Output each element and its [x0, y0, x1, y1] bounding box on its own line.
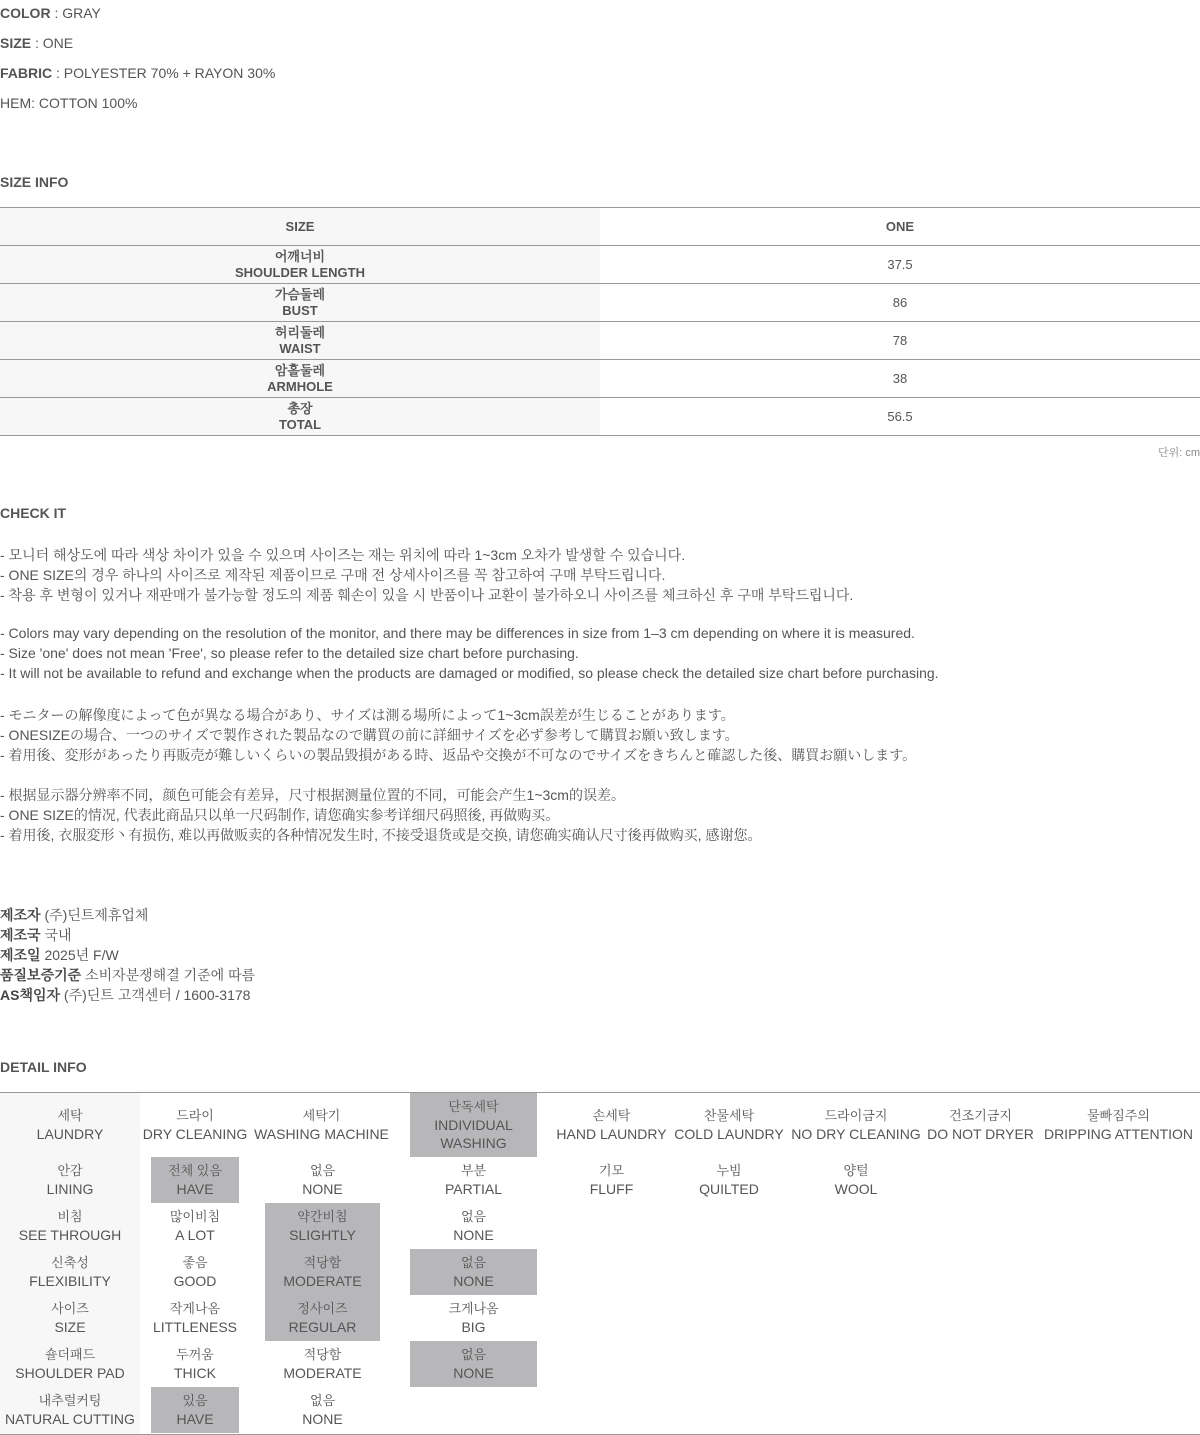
option-lining-have [151, 1157, 239, 1203]
label-ko: 사이즈 [51, 1301, 89, 1316]
option-en: PARTIAL [444, 1181, 503, 1197]
option-shoulder-pad-thick [151, 1341, 239, 1387]
info-label: 제조국 [0, 927, 41, 943]
option-en: NONE [453, 1273, 494, 1289]
option-shoulder-pad-none [410, 1341, 537, 1387]
label-en: SHOULDER PAD [15, 1365, 125, 1381]
option-ko: 없음 [460, 1255, 487, 1270]
check-line: - It will not be available to refund and exchange when the products are damaged or modified, so please check the detailed size chart before purchasing. [0, 665, 939, 681]
table-row [0, 398, 1200, 436]
option-size-littleness [151, 1295, 239, 1341]
option-ko: 작게나옴 [169, 1301, 221, 1316]
option-ko: 양털 [843, 1163, 869, 1178]
option-en: NONE [302, 1181, 343, 1197]
option-en: MODERATE [283, 1365, 362, 1381]
size-label-ko: 어깨너비 [274, 248, 326, 264]
size-label-ko: 가슴둘레 [274, 286, 326, 302]
option-cold-laundry [673, 1093, 785, 1157]
option-lining-none [265, 1157, 380, 1203]
label-ko: 세탁 [57, 1108, 83, 1123]
size-row-label [0, 360, 600, 397]
row-label-natural-cutting [0, 1387, 140, 1433]
option-ko: 없음 [460, 1209, 487, 1224]
option-ko: 없음 [309, 1163, 336, 1178]
info-value: (주)딘트 고객센터 / 1600-3178 [60, 987, 251, 1003]
option-ko: 기모 [598, 1163, 625, 1178]
option-ko: 누빔 [716, 1163, 742, 1178]
info-label: 제조일 [0, 947, 41, 963]
option-en: THICK [174, 1365, 216, 1381]
size-row-value: 86 [892, 295, 908, 310]
option-natural-cutting-have [151, 1387, 239, 1433]
option-size-regular [265, 1295, 380, 1341]
spec-fabric [0, 65, 275, 81]
table-row [0, 284, 1200, 322]
option-shoulder-pad-moderate [265, 1341, 380, 1387]
option-en: A LOT [175, 1227, 215, 1243]
option-ko: 적당함 [303, 1255, 342, 1270]
option-see-through-none [410, 1203, 537, 1249]
size-row-label [0, 398, 600, 435]
option-ko: 물빠짐주의 [1087, 1108, 1150, 1123]
option-ko: 없음 [309, 1393, 336, 1408]
option-en: REGULAR [288, 1319, 357, 1335]
option-en: GOOD [173, 1273, 217, 1289]
option-en: DO NOT DRYER [927, 1126, 1034, 1142]
size-header-value: ONE [885, 219, 915, 234]
info-value: 소비자분쟁해결 기준에 따름 [81, 967, 256, 983]
option-ko: 있음 [182, 1393, 208, 1408]
detail-grid [0, 1092, 1200, 1435]
option-dry-cleaning [140, 1093, 250, 1157]
check-line: - 着用後, 衣服変形丶有损伤, 难以再做贩卖的各种情况发生时, 不接受退货或是交换, 请您确实确认尺寸後再做购买, 感谢您。 [0, 827, 762, 843]
option-en: INDIVIDUAL WASHING [434, 1117, 513, 1151]
size-row-label [0, 246, 600, 283]
table-row [0, 360, 1200, 398]
option-hand-laundry [550, 1093, 673, 1157]
option-ko: 크게나옴 [448, 1301, 499, 1316]
spec-color [0, 5, 101, 21]
option-ko: 찬물세탁 [703, 1108, 755, 1123]
check-line: - Colors may vary depending on the resolution of the monitor, and there may be differences in size from 1–3 cm depending on where it is measured. [0, 625, 915, 641]
option-lining-fluff [550, 1157, 673, 1203]
option-ko: 없음 [460, 1347, 487, 1362]
option-lining-wool [788, 1157, 924, 1203]
row-label-shoulder-pad [0, 1341, 140, 1387]
info-value: (주)딘트제휴업체 [40, 907, 149, 923]
option-en: WOOL [834, 1181, 878, 1197]
check-line: - ONESIZEの場合、一つのサイズで製作された製品なので購買の前に詳細サイズを必ず参考して購買お願い致します。 [0, 727, 739, 743]
row-label-size [0, 1295, 140, 1341]
check-line: - 根据显示器分辨率不同，颜色可能会有差异，尺寸根据测量位置的不同，可能会产生1~3cm的误差。 [0, 787, 625, 803]
row-label-flexibility [0, 1249, 140, 1295]
check-it-title: CHECK IT [0, 505, 67, 521]
label-en: SEE THROUGH [18, 1227, 122, 1243]
option-ko: 정사이즈 [297, 1301, 348, 1316]
size-label-en: BUST [282, 302, 318, 318]
info-value: 국내 [40, 927, 72, 943]
check-line: - ONE SIZE的情况, 代表此商品只以单一尺码制作, 请您确实参考详细尺码照後, 再做购买。 [0, 807, 560, 823]
option-ko: 많이비침 [169, 1209, 221, 1224]
option-ko: 드라이금지 [824, 1108, 888, 1123]
detail-info-title: DETAIL INFO [0, 1059, 87, 1075]
option-size-big [410, 1295, 537, 1341]
option-en: NONE [453, 1365, 494, 1381]
option-en: QUILTED [699, 1181, 759, 1197]
option-see-through-a-lot [151, 1203, 239, 1249]
size-info-title: SIZE INFO [0, 174, 69, 190]
option-en: NONE [453, 1227, 494, 1243]
option-ko: 건조기금지 [949, 1108, 1012, 1123]
option-ko: 손세탁 [592, 1108, 631, 1123]
row-label-see-through [0, 1203, 140, 1249]
spec-color-label: COLOR [0, 5, 51, 21]
info-label: 품질보증기준 [0, 967, 82, 983]
info-as [0, 985, 250, 1005]
option-en: DRY CLEANING [142, 1126, 248, 1142]
option-washing-machine [250, 1093, 393, 1157]
option-ko: 드라이 [176, 1108, 214, 1123]
option-ko: 적당함 [303, 1347, 342, 1362]
unit-note: 단위: cm [1157, 447, 1200, 459]
option-ko: 약간비침 [297, 1209, 348, 1224]
option-en: FLUFF [589, 1181, 634, 1197]
label-ko: 비침 [57, 1209, 83, 1224]
spec-color-value: : GRAY [50, 5, 101, 21]
option-en: NO DRY CLEANING [791, 1126, 921, 1142]
label-ko: 신축성 [51, 1255, 89, 1270]
info-date [0, 945, 119, 965]
size-row-value: 78 [892, 333, 908, 348]
size-header-label: SIZE [0, 208, 600, 245]
option-lining-partial [410, 1157, 537, 1203]
spec-fabric-label: FABRIC [0, 65, 53, 81]
check-line: - ONE SIZE의 경우 하나의 사이즈로 제작된 제품이므로 구매 전 상세사이즈를 꼭 참고하여 구매 부탁드립니다. [0, 567, 666, 583]
spec-hem: HEM: COTTON 100% [0, 95, 138, 111]
option-en: MODERATE [283, 1273, 362, 1289]
option-individual-washing [410, 1093, 537, 1157]
option-en: DRIPPING ATTENTION [1043, 1126, 1194, 1142]
option-no-dry-cleaning [788, 1093, 924, 1157]
option-ko: 단독세탁 [448, 1099, 499, 1114]
option-en: COLD LAUNDRY [674, 1126, 784, 1142]
size-label-en: SHOULDER LENGTH [235, 264, 365, 280]
spec-size-label: SIZE [0, 35, 32, 51]
option-ko: 전체 있음 [168, 1163, 222, 1178]
size-table [0, 207, 1200, 436]
label-en: LINING [46, 1181, 94, 1197]
option-en: BIG [461, 1319, 486, 1335]
check-line: - Size 'one' does not mean 'Free', so please refer to the detailed size chart before purchasing. [0, 645, 579, 661]
option-flexibility-none [410, 1249, 537, 1295]
option-ko: 두꺼움 [176, 1347, 214, 1362]
option-ko: 세탁기 [302, 1108, 341, 1123]
option-en: HAVE [176, 1411, 214, 1427]
spec-size [0, 35, 73, 51]
label-en: SIZE [54, 1319, 86, 1335]
option-en: SLIGHTLY [289, 1227, 356, 1243]
label-ko: 안감 [57, 1163, 83, 1178]
check-line: - 착용 후 변형이 있거나 재판매가 불가능할 정도의 제품 훼손이 있을 시 반품이나 교환이 불가하오니 사이즈를 체크하신 후 구매 부탁드립니다. [0, 587, 854, 603]
label-ko: 내추럴커팅 [38, 1393, 102, 1408]
info-label: 제조자 [0, 907, 41, 923]
option-do-not-dryer [924, 1093, 1037, 1157]
info-value: 2025년 F/W [40, 947, 119, 963]
info-label: AS책임자 [0, 987, 61, 1003]
size-row-value: 37.5 [887, 257, 913, 272]
option-natural-cutting-none [265, 1387, 380, 1433]
option-en: HAVE [176, 1181, 214, 1197]
size-label-en: TOTAL [278, 416, 322, 432]
size-row-label [0, 322, 600, 359]
label-ko: 숄더패드 [44, 1347, 96, 1362]
size-label-ko: 총장 [287, 400, 313, 416]
check-line: - 모니터 해상도에 따라 색상 차이가 있을 수 있으며 사이즈는 재는 위치에 따라 1~3cm 오차가 발생할 수 있습니다. [0, 547, 686, 563]
size-row-value: 38 [892, 371, 908, 386]
size-row-value: 56.5 [887, 409, 913, 424]
label-en: FLEXIBILITY [29, 1273, 111, 1289]
option-lining-quilted [673, 1157, 785, 1203]
option-dripping-attention [1040, 1093, 1197, 1157]
size-label-en: ARMHOLE [267, 378, 333, 394]
option-en: WASHING MACHINE [254, 1126, 389, 1142]
spec-fabric-value: : POLYESTER 70% + RAYON 30% [52, 65, 276, 81]
option-en: LITTLENESS [152, 1319, 238, 1335]
spec-size-value: : ONE [31, 35, 74, 51]
option-see-through-slightly [265, 1203, 380, 1249]
size-label-ko: 암홀둘레 [274, 362, 326, 378]
row-label-laundry [0, 1093, 140, 1157]
row-label-lining [0, 1157, 140, 1203]
info-country [0, 925, 72, 945]
size-table-header [0, 208, 1200, 246]
table-row [0, 322, 1200, 360]
label-en: LAUNDRY [36, 1126, 104, 1142]
option-ko: 좋음 [182, 1255, 208, 1270]
info-manufacturer [0, 905, 148, 925]
label-en: NATURAL CUTTING [5, 1411, 135, 1427]
size-label-ko: 허리둘레 [274, 324, 326, 340]
option-flexibility-good [151, 1249, 239, 1295]
option-en: HAND LAUNDRY [556, 1126, 667, 1142]
size-row-label [0, 284, 600, 321]
size-label-en: WAIST [279, 340, 321, 356]
option-ko: 부분 [460, 1163, 487, 1178]
info-warranty [0, 965, 255, 985]
table-row [0, 246, 1200, 284]
check-line: - 着用後、変形があったり再販売が難しいくらいの製品毀損がある時、返品や交換が不可なのでサイズをきちんと確認した後、購買お願いします。 [0, 747, 917, 763]
option-flexibility-moderate [265, 1249, 380, 1295]
option-en: NONE [302, 1411, 343, 1427]
check-line: - モニターの解像度によって色が異なる場合があり、サイズは測る場所によって1~3cm誤差が生じることがあります。 [0, 707, 735, 723]
